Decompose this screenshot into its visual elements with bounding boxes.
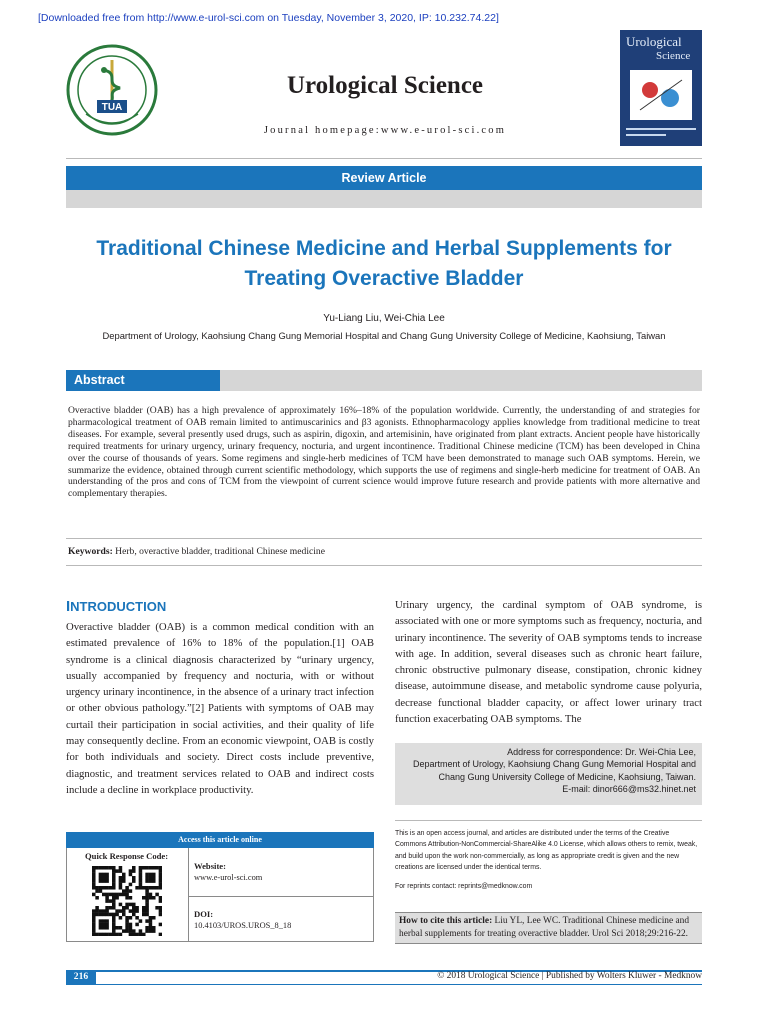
heading-rest: NTRODUCTION — [70, 599, 167, 614]
doi-link[interactable]: 10.4103/UROS.UROS_8_18 — [194, 921, 292, 930]
access-online-heading: Access this article online — [66, 832, 374, 848]
citation-text — [399, 915, 699, 940]
correspondence-text — [395, 746, 696, 796]
footer-text: © 2018 Urological Science | Published by Wolters Kluwer - Medknow — [437, 971, 702, 981]
website-link[interactable]: www.e-urol-sci.com — [194, 873, 263, 882]
tua-seal-logo-icon — [66, 44, 158, 136]
introduction-paragraph: Overactive bladder (OAB) is a common medical condition with an estimated prevalence of 16% to 18% of the population.[1] OAB syndrome is a clinical diagnosis characterized by “urinary urgency, usually accompanied by frequency and nocturia, with or without urgency urinary incontinence, in the absence of a urinary tract infection or other obvious pathology.”[2] Patients with symptoms of OAB may curtail their participation in social activities, and their quality of life may consequently decline. From an economic viewpoint, OAB is costly for both individuals and society. Direct costs include preventive, diagnostic, and treatment services related to OAB and indirect costs include a decline in workplace productivity. — [66, 621, 374, 796]
access-divider-horizontal — [188, 896, 374, 897]
journal-homepage[interactable]: Journal homepage:www.e-urol-sci.com — [263, 125, 507, 136]
download-notice[interactable]: [Downloaded free from http://www.e-urol-sci.com on Tuesday, November 3, 2020, IP: 10.232.74.22] — [38, 12, 499, 24]
open-access-divider — [395, 820, 702, 821]
article-type-band: Review Article — [66, 166, 702, 190]
keywords — [68, 546, 700, 557]
journal-title: Urological Science — [286, 72, 484, 99]
abstract-heading: Abstract — [66, 370, 220, 391]
reprints-contact[interactable]: For reprints contact: reprints@medknow.com — [395, 883, 533, 890]
article-title — [66, 234, 702, 294]
authors: Yu-Liang Liu, Wei-Chia Lee — [323, 313, 445, 324]
access-divider-vertical — [188, 848, 189, 942]
correspondence-line: Address for correspondence: Dr. Wei-Chia Lee, — [507, 747, 696, 757]
keywords-value: Herb, overactive bladder, traditional Chinese medicine — [112, 546, 325, 557]
correspondence-email[interactable]: E-mail: dinor666@ms32.hinet.net — [562, 784, 696, 795]
open-access-notice: This is an open access journal, and articles are distributed under the terms of the Creative Commons Attribution-NonCommercial-ShareAlike 4.0 License, which allows others to remix, tweak, and build upon the work non-commercially, as long as appropriate credit is given and the new creations are licensed under the identical terms. — [395, 830, 698, 871]
keywords-label: Keywords: — [68, 546, 113, 557]
abstract-text: Overactive bladder (OAB) has a high prevalence of approximately 16%–18% of the population worldwide. Currently, the understanding of and strategies for pharmacological treatment of OAB remain limited to antimuscarinics and β3 agonists. Ethnopharmacology applies knowledge from traditional medicine to treat diseases. For example, several presently used drugs, such as aspirin, digoxin, and artemisinin, have originated from plant extracts. Ancient people have historically required treatments for urinary urgency, urinary frequency, nocturia, and urgent incontinence. Traditional Chinese medicine (TCM) has been developed in China over the course of thousands of years. Some regimens and single-herb medicines of TCM have been demonstrated to manage such OAB symptoms. Herein, we summarize the evidence, obtained through current scientific methodology, which supports the use of regimens and single-herb medicine for treatment of OAB. An understanding of the pros and cons of TCM from the viewpoint of current science would improve future research and provide patients with more alternative and complementary therapies. — [68, 405, 700, 500]
logo-text: TUA — [101, 102, 123, 113]
correspondence-line: Chang Gung University College of Medicine, Kaohsiung, Taiwan. — [438, 771, 696, 782]
qr-code-label: Quick Response Code: — [85, 851, 169, 861]
title-line-1: Traditional Chinese Medicine and Herbal Supplements for — [96, 237, 672, 260]
article-type-shade — [66, 190, 702, 208]
header-divider — [66, 158, 702, 159]
cover-title-1: Urological — [626, 34, 682, 49]
affiliation: Department of Urology, Kaohsiung Chang Gung Memorial Hospital and Chang Gung University College of Medicine, Kaohsiung, Taiwan — [102, 330, 666, 341]
qr-code-icon[interactable] — [92, 866, 162, 936]
citation-value: Liu YL, Lee WC. Traditional Chinese medicine and herbal supplements for treating overactive bladder. Urol Sci 2018;29:216-22. — [399, 916, 690, 939]
right-column-paragraph: Urinary urgency, the cardinal symptom of OAB syndrome, is associated with one or more symptoms such as frequency, nocturia, and urinary incontinence. The severity of OAB symptoms tends to increase with age. In addition, several diseases such as chronic heart failure, chronic obstructive pulmonary disease, constipation, chronic kidney disease, autoimmune disease, and metabolic syndrome cause polyuria, decrease functional bladder capacity, or affect lower urinary tract function exacerbating OAB symptoms. The — [395, 599, 702, 726]
heading-initial: I — [66, 598, 71, 615]
citation-label: How to cite this article: — [399, 916, 493, 926]
journal-cover-thumbnail-icon — [620, 30, 702, 146]
doi-label: DOI: — [194, 909, 214, 919]
keywords-divider — [66, 565, 702, 566]
abstract-divider — [66, 538, 702, 539]
website-label: Website: — [194, 861, 226, 871]
introduction-heading — [66, 598, 166, 615]
correspondence-line: Department of Urology, Kaohsiung Chang Gung Memorial Hospital and — [413, 759, 696, 770]
cover-title-2: Science — [656, 50, 691, 62]
page-number: 216 — [73, 971, 89, 982]
title-line-2: Treating Overactive Bladder — [244, 267, 524, 290]
